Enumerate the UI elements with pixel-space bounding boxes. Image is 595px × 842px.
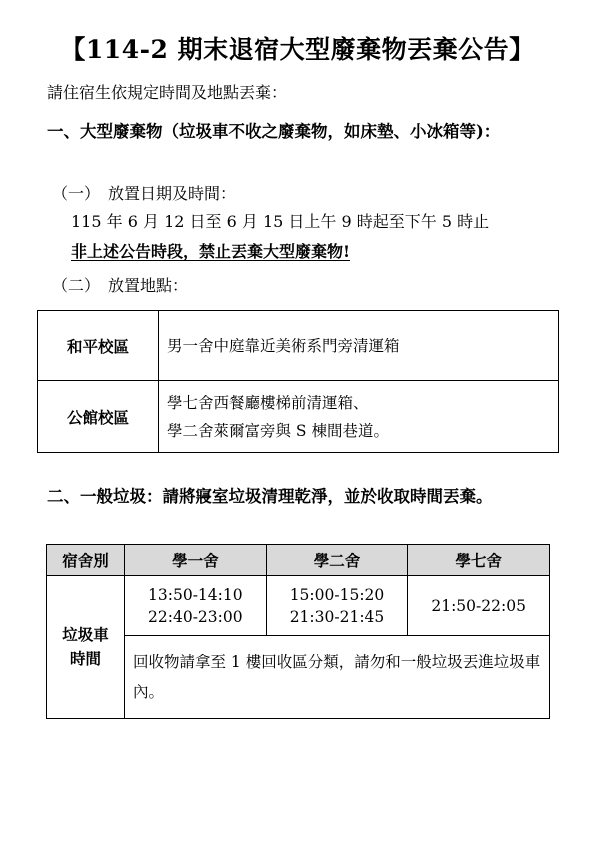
page-title: 【114-2 期末退宿大型廢棄物丟棄公告】 bbox=[60, 35, 535, 64]
times-dorm-2 bbox=[266, 576, 408, 636]
row-head-line-1: 垃圾車 bbox=[62, 625, 109, 644]
header-dorm: 宿舍別 bbox=[47, 545, 125, 576]
row-head-line-2: 時間 bbox=[69, 649, 101, 668]
header-dorm-1: 學一舍 bbox=[125, 545, 267, 576]
location-detail bbox=[159, 311, 559, 381]
times-dorm-7 bbox=[408, 576, 550, 636]
row-head bbox=[47, 576, 125, 719]
section1-sub2-label: （二） 放置地點： bbox=[52, 276, 189, 295]
header-dorm-2: 學二舍 bbox=[266, 545, 408, 576]
time-slot: 21:30-21:45 bbox=[289, 607, 385, 626]
disposal-dates: 115 年 6 月 12 日至 6 月 15 日上午 9 時起至下午 5 時止 bbox=[71, 212, 490, 231]
table-header-row bbox=[47, 545, 550, 576]
section1-heading: 一、大型廢棄物（垃圾車不收之廢棄物，如床墊、小冰箱等)： bbox=[47, 122, 501, 141]
location-row-gongguan bbox=[38, 381, 559, 453]
time-slot: 22:40-23:00 bbox=[148, 607, 243, 626]
intro-text: 請住宿生依規定時間及地點丟棄： bbox=[47, 83, 288, 102]
warning-text: 非上述公告時段，禁止丟棄大型廢棄物! bbox=[71, 242, 351, 261]
recycling-note: 回收物請拿至 1 樓回收區分類，請勿和一般垃圾丟進垃圾車內。 bbox=[125, 636, 550, 719]
campus-name: 和平校區 bbox=[38, 311, 159, 381]
location-table bbox=[37, 310, 559, 453]
section2-heading: 二、一般垃圾：請將寢室垃圾清理乾淨，並於收取時間丟棄。 bbox=[47, 487, 493, 506]
times-dorm-1 bbox=[125, 576, 267, 636]
header-dorm-7: 學七舍 bbox=[408, 545, 550, 576]
location-detail bbox=[159, 381, 559, 453]
time-slot: 21:50-22:05 bbox=[431, 596, 526, 615]
time-slot: 13:50-14:10 bbox=[148, 585, 243, 604]
garbage-schedule-table bbox=[46, 544, 550, 719]
campus-name: 公館校區 bbox=[38, 381, 159, 453]
times-row bbox=[47, 576, 550, 636]
time-slot: 15:00-15:20 bbox=[289, 585, 385, 604]
location-row-heping bbox=[38, 311, 559, 381]
section1-sub1-label: （一） 放置日期及時間： bbox=[52, 184, 237, 203]
location-line: 學二舍萊爾富旁與 S 棟間巷道。 bbox=[167, 421, 389, 440]
location-line: 男一舍中庭靠近美術系門旁清運箱 bbox=[167, 336, 400, 355]
location-line: 學七舍西餐廳樓梯前清運箱、 bbox=[167, 393, 369, 412]
